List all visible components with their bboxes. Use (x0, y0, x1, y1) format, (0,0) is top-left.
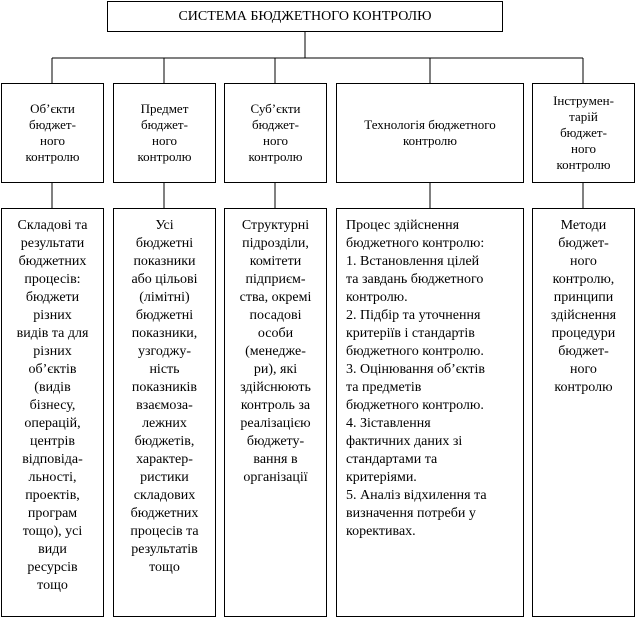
description-tools (532, 208, 635, 617)
header-objects-text: Об’єкти бюджет- ного контролю (25, 101, 80, 164)
description-technology-text: Процес здійснення бюджетного контролю: 1. Встановлення цілей та завдань бюджетного контролю. 2. Підбір та уточнення критеріїв і стандартів бюджетного контролю. 3. Оцінювання об’єктів та предметів бюджетного контролю. 4. Зіставлення фактичних даних зі стандартами та критеріями. 5. Аналіз відхилення та визначення потреби у корективах. (346, 218, 487, 539)
description-subjects-text: Структурні підрозділи, комітети підприєм- ства, окремі посадові особи (менедже- ри), які здійснюють контроль за реалізацією бюджету- вання в організації (239, 218, 312, 485)
header-subject-matter-text: Предмет бюджет- ного контролю (137, 101, 192, 164)
header-subjects (224, 83, 327, 183)
description-subjects (224, 208, 327, 617)
header-tools (532, 83, 635, 183)
diagram-title-text: СИСТЕМА БЮДЖЕТНОГО КОНТРОЛЮ (178, 8, 432, 24)
description-subject-matter (113, 208, 216, 617)
description-technology (336, 208, 524, 617)
description-tools-text: Методи бюджет- ного контролю, принципи здійснення процедури бюджет- ного контролю (550, 218, 617, 395)
diagram-title (107, 1, 503, 32)
description-objects-text: Складові та результати бюджетних процесів: бюджети різних видів та для різних об’єктів (видів бізнесу, операцій, центрів відповіда- льності, проектів, програм тощо), усі види ресурсів тощо (16, 218, 89, 593)
header-technology (336, 83, 524, 183)
header-objects (1, 83, 104, 183)
header-subject-matter (113, 83, 216, 183)
description-objects (1, 208, 104, 617)
description-subject-matter-text: Усі бюджетні показники або цільові (лімітні) бюджетні показники, узгоджу- ність показників взаємоза- лежних бюджетів, характер- ристики складових бюджетних процесів та результатів тощо (130, 218, 199, 575)
header-subjects-text: Суб’єкти бюджет- ного контролю (248, 101, 303, 164)
header-tools-text: Інструмен- тарій бюджет- ного контролю (553, 93, 614, 172)
header-technology-text: Технологія бюджетного контролю (364, 117, 496, 148)
